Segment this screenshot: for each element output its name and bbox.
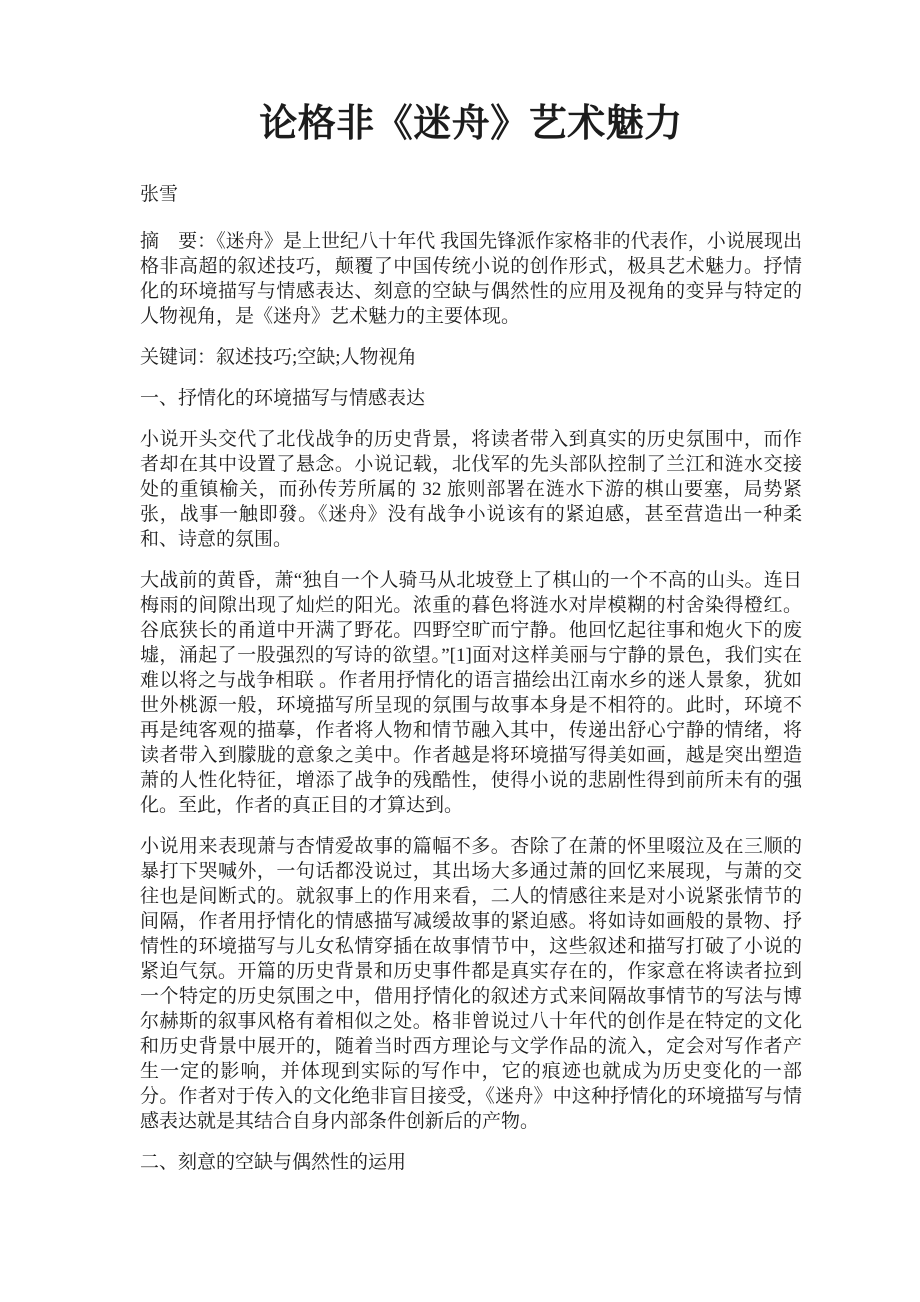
abstract-paragraph: 摘 要：《迷舟》是上世纪八十年代 我国先锋派作家格非的代表作，小说展现出格非高超的叙述技巧，颠覆了中国传统小说的创作形式，极具艺术魅力。抒情化的环境描写与情感表达、刻意的空缺与偶然性的应用及视角的变异与特定的人物视角，是《迷舟》艺术魅力的主要体现。 [140, 231, 802, 327]
document-title: 论格非《迷舟》艺术魅力 [259, 103, 683, 145]
section-1-heading: 一、抒情化的环境描写与情感表达 [140, 388, 426, 409]
section-1-paragraph-1: 小说开头交代了北伐战争的历史背景，将读者带入到真实的历史氛围中，而作者却在其中设置了悬念。小说记载，北伐军的先头部队控制了兰江和涟水交接处的重镇榆关，而孙传芳所属的 32 旅则部署在涟水下游的棋山要塞，局势紧张，战事一触即發。《迷舟》没有战争小说该有的紧迫感，甚至营造出一种柔和、诗意的氛围。 [140, 429, 802, 550]
section-2-heading: 二、刻意的空缺与偶然性的运用 [140, 1152, 407, 1173]
section-1-paragraph-2: 大战前的黄昏，萧“独自一个人骑马从北坡登上了棋山的一个不高的山头。连日梅雨的间隙出现了灿烂的阳光。浓重的暮色将涟水对岸模糊的村舍染得橙红。谷底狭长的甬道中开满了野花。四野空旷而宁静。他回忆起往事和炮火下的废墟，涌起了一股强烈的写诗的欲望。”[1]面对这样美丽与宁静的景色，我们实在难以将之与战争相联 。作者用抒情化的语言描绘出江南水乡的迷人景象，犹如世外桃源一般，环境描写所呈现的氛围与故事本身是不相符的。此时，环境不再是纯客观的描摹，作者将人物和情节融入其中，传递出舒心宁静的情绪，将读者带入到朦胧的意象之美中。作者越是将环境描写得美如画，越是突出塑造萧的人性化特征，增添了战争的残酷性，使得小说的悲剧性得到前所未有的强化。至此，作者的真正目的才算达到。 [140, 570, 802, 816]
section-1-paragraph-3: 小说用来表现萧与杏情爱故事的篇幅不多。杏除了在萧的怀里啜泣及在三顺的暴打下哭喊外，一句话都没说过，其出场大多通过萧的回忆来展现，与萧的交往也是间断式的。就叙事上的作用来看，二人的情感往来是对小说紧张情节的间隔，作者用抒情化的情感描写减缓故事的紧迫感。将如诗如画般的景物、抒情性的环境描写与儿女私情穿插在故事情节中，这些叙述和描写打破了小说的紧迫气氛。开篇的历史背景和历史事件都是真实存在的，作家意在将读者拉到一个特定的历史氛围之中，借用抒情化的叙述方式来间隔故事情节的写法与博尔赫斯的叙事风格有着相似之处。格非曾说过八十年代的创作是在特定的文化和历史背景中展开的，随着当时西方理论与文学作品的流入，定会对写作者产生一定的影响，并体现到实际的写作中，它的痕迹也就成为历史变化的一部分。作者对于传入的文化绝非盲目接受，《迷舟》中这种抒情化的环境描写与情感表达就是其结合自身内部条件创新后的产物。 [140, 836, 802, 1132]
keywords-line: 关键词：叙述技巧;空缺;人物视角 [140, 347, 417, 368]
author-name: 张雪 [140, 184, 179, 205]
